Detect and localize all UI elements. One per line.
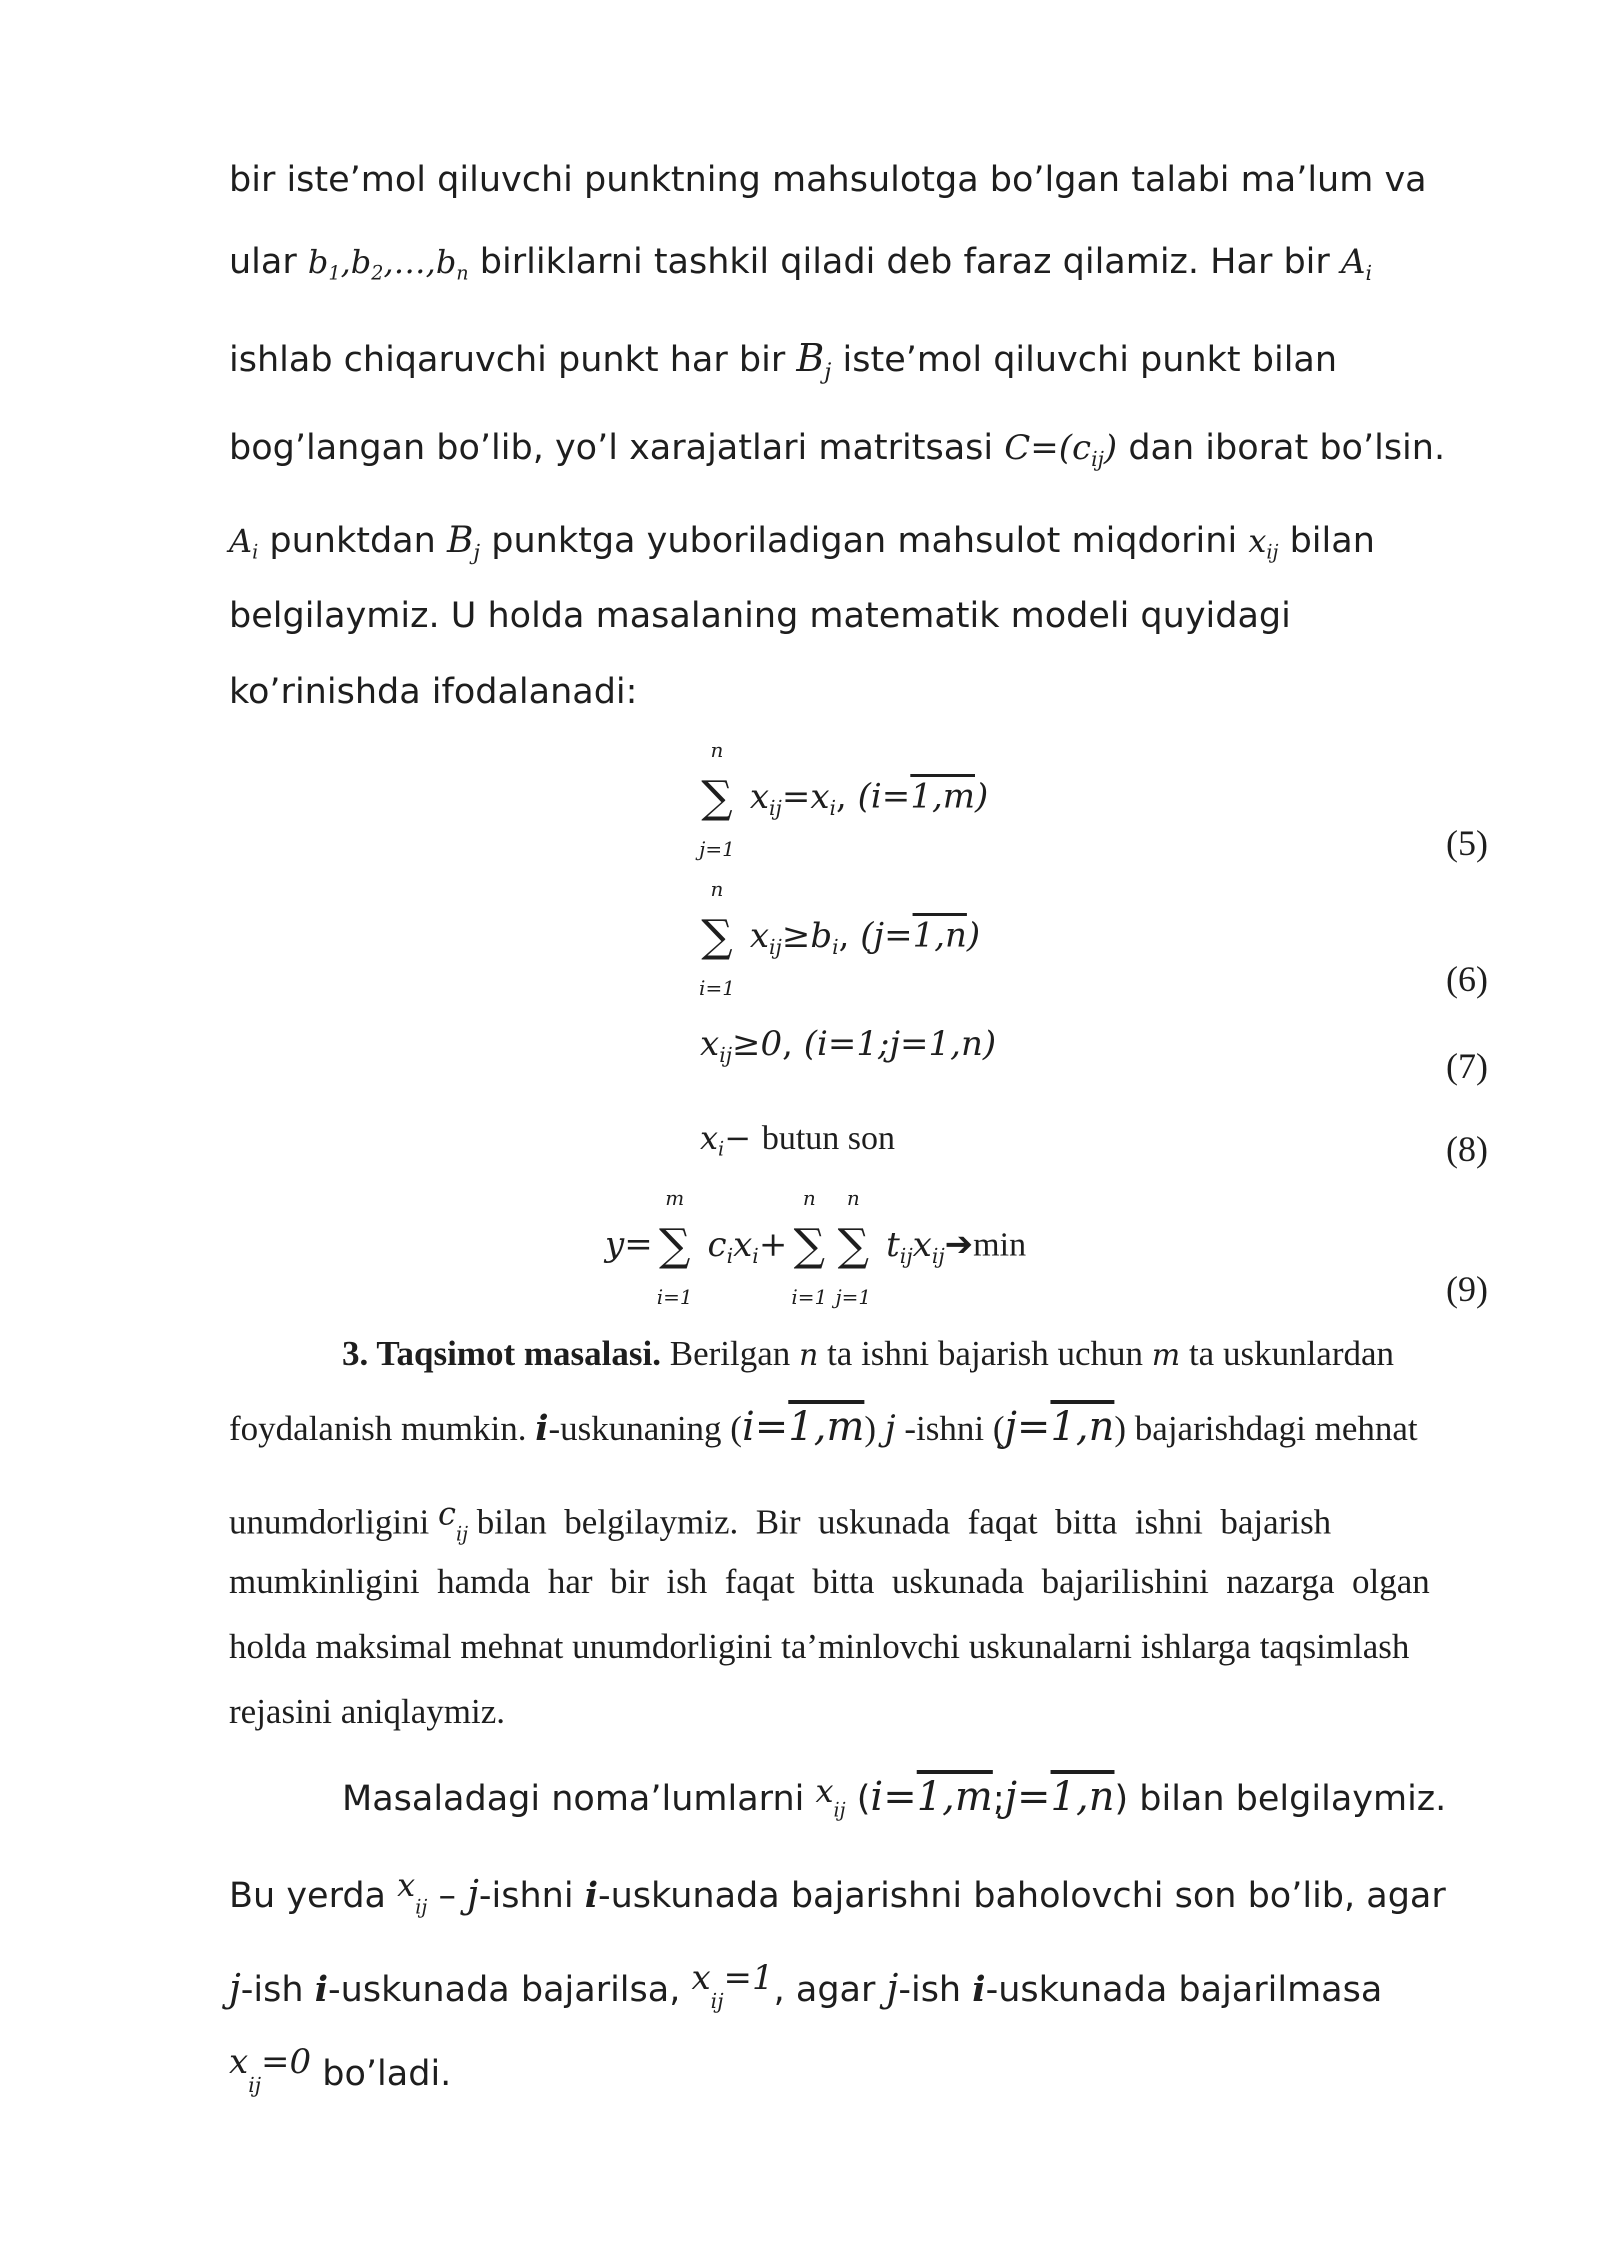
text-fragment: bog’langan bo’lib, yo’l xarajatlari matritsasi [229,428,994,468]
sum-symbol: n ∑ j=1 [699,738,735,861]
text-fragment: -ishni [478,1876,574,1917]
text-fragment: -uskunaning ( [548,1409,742,1448]
text-fragment: -uskunada bajarilsa, [328,1969,681,2010]
text-fragment: -ish [898,1969,962,2010]
sum-symbol: n ∑ i=1 [699,877,735,1000]
text-fragment: foydalanish mumkin. [229,1409,527,1448]
equation-6: n ∑ i=1 $x_{ij}\ge b_i$, (j=1,n) [695,915,980,960]
text-line: holda maksimal mehnat unumdorligini ta’minlovchi uskunalarni ishlarga taqsimlash [229,1627,1410,1666]
text-fragment: ular [229,242,297,282]
text-line: belgilaymiz. U holda masalaning matematik modeli quyidagi [229,596,1291,636]
text-fragment: bilan belgilaymiz. Bir uskunada faqat bitta ishni bajarish [476,1502,1332,1542]
text-fragment: unumdorligini [229,1502,430,1542]
text-fragment: Masaladagi noma’lumlarni [342,1779,805,1819]
text-fragment: ta uskunlardan [1188,1334,1395,1373]
text-fragment: Bu yerda [229,1876,387,1917]
text-fragment: butun son [761,1120,895,1157]
text-fragment: punktdan [269,521,436,561]
text-fragment: punktga yuboriladigan mahsulot miqdorini [491,521,1238,561]
text-line [229,242,1489,285]
text-fragment: – [438,1876,456,1917]
text-line: j-ish i-uskunada bajarilsa, $x_{ij}=1$, agar j-ish i-uskunada bajarilmasa [229,1958,1383,2014]
text-line: rejasini aniqlaymiz. [229,1692,506,1731]
text-fragment: dan iborat bo’lsin. [1128,428,1446,468]
equation-8: $x_i-$ butun son [700,1119,895,1161]
text-fragment: ishlab chiqaruvchi punkt har bir [229,340,786,380]
equation-number: (8) [1446,1129,1488,1169]
text-line: $x_{ij}=0$ bo’ladi. [229,2042,452,2098]
equation-7: $x_{ij}\ge 0$, (i=1;j=1,n) [700,1024,997,1068]
section-heading-line: 3. Taqsimot masalasi. Berilgan n ta ishni bajarish uchun m ta uskunlardan [342,1334,1395,1373]
math-inline: $B_j$ [446,520,481,566]
math-inline: $x_{ij}$ [1248,522,1279,564]
text-line: Bu yerda $x_{ij}$ – j-ishni i-uskunada bajarishni baholovchi son bo’lib, agar [229,1866,1446,1919]
text-line: bir iste’mol qiluvchi punktning mahsulotga bo’lgan talabi ma’lum va [229,160,1427,200]
equation-9: y= m ∑ i=1 $c_ix_i+$ n ∑ i=1 n ∑ j=1 $t_{ij}x_{ij}➔\min$ [605,1186,1027,1309]
equation-number: (9) [1446,1269,1488,1309]
text-fragment: -uskunada bajarishni baholovchi son bo’lib, agar [598,1876,1446,1917]
text-fragment: -ishni ( [904,1409,1005,1448]
text-fragment: birliklarni tashkil qiladi deb faraz qilamiz. Har bir [479,242,1330,282]
sum-symbol: n ∑ i=1 [791,1186,828,1309]
text-fragment: -uskunada bajarilmasa [985,1969,1383,2010]
text-line: unumdorligini $c_{ij}$ bilan belgilaymiz. Bir uskunada faqat bitta ishni bajarish [229,1494,1332,1546]
text-line [229,520,1489,566]
sum-symbol: m ∑ i=1 [656,1186,693,1309]
text-fragment: Berilgan [669,1334,791,1373]
math-inline: $A_i$ [229,522,259,564]
math-inline: $C=(c_{ij})$ [1004,428,1118,472]
text-fragment: ta ishni bajarish uchun [827,1334,1143,1373]
math-inline: $B_j$ [796,336,832,385]
text-fragment: , agar [773,1969,876,2010]
text-fragment: bo’ladi. [322,2053,452,2094]
text-line: foydalanish mumkin. i-uskunaning (i=1,m) j -ishni (j=1,n) bajarishdagi mehnat [229,1404,1418,1450]
text-line: mumkinligini hamda har bir ish faqat bitta uskunada bajarilishini nazarga olgan [229,1562,1430,1601]
text-line: ko’rinishda ifodalanadi: [229,672,638,712]
text-line: Masaladagi noma’lumlarni $x_{ij}$ (i=1,m;j=1,n) bilan belgilaymiz. [342,1772,1447,1822]
equation-number: (6) [1446,959,1488,999]
text-fragment: bilan [1289,521,1375,561]
text-fragment: -ish [240,1969,304,2010]
text-fragment: ) bilan belgilaymiz. [1114,1779,1447,1819]
math-inline: $b_1,b_2,\dots,b_n$ [307,243,469,285]
text-line [229,428,1489,471]
text-fragment: ) bajarishdagi mehnat [1114,1409,1418,1448]
text-line [229,336,1489,385]
section-title: 3. Taqsimot masalasi. [342,1334,661,1373]
text-fragment: min [973,1226,1027,1264]
equation-number: (7) [1446,1046,1488,1086]
sum-symbol: n ∑ j=1 [835,1186,872,1309]
text-fragment: iste’mol qiluvchi punkt bilan [842,340,1338,380]
math-inline: $A_i$ [1340,242,1373,286]
equation-number: (5) [1446,823,1488,863]
equation-5: n ∑ j=1 $x_{ij}=x_i$, (i=1,m) [695,776,988,821]
